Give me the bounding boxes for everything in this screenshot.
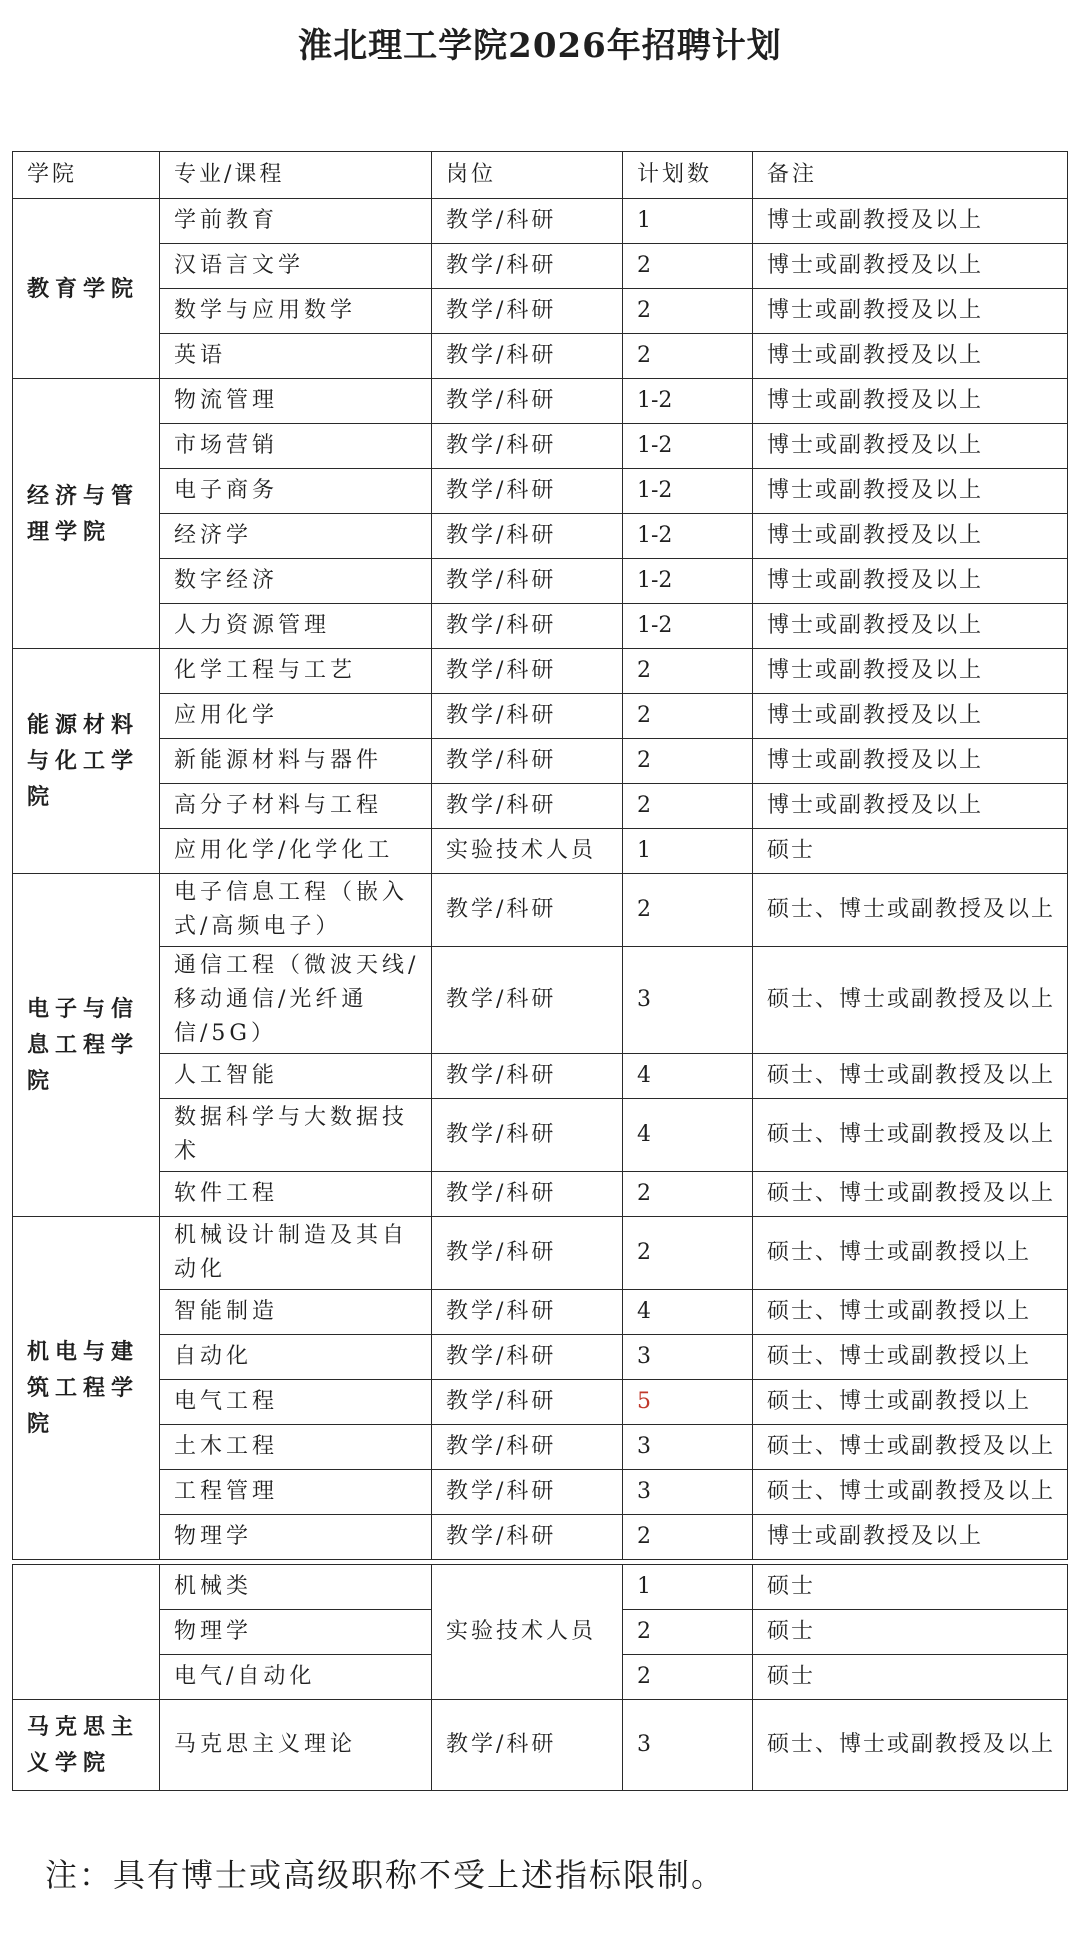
header-position: 岗位 <box>432 152 623 199</box>
college-cell: 教育学院 <box>13 199 160 379</box>
note-cell: 博士或副教授及以上 <box>753 199 1068 244</box>
position-cell: 教学/科研 <box>432 379 623 424</box>
position-cell: 实验技术人员 <box>432 829 623 874</box>
position-cell: 教学/科研 <box>432 1425 623 1470</box>
count-cell: 4 <box>623 1099 753 1172</box>
major-cell: 物理学 <box>160 1610 432 1655</box>
position-cell: 教学/科研 <box>432 1470 623 1515</box>
position-cell: 教学/科研 <box>432 784 623 829</box>
count-cell: 1-2 <box>623 469 753 514</box>
note-cell: 硕士、博士或副教授及以上 <box>753 1700 1068 1791</box>
college-cell: 电子与信息工程学院 <box>13 874 160 1217</box>
major-cell: 自动化 <box>160 1335 432 1380</box>
page-title: 淮北理工学院2026年招聘计划 <box>298 26 782 66</box>
table-row <box>13 604 1068 649</box>
note-cell: 硕士 <box>753 1565 1068 1610</box>
note-cell: 硕士、博士或副教授及以上 <box>753 1470 1068 1515</box>
table-row <box>13 694 1068 739</box>
count-cell: 1-2 <box>623 514 753 559</box>
major-cell: 应用化学 <box>160 694 432 739</box>
table-row <box>13 649 1068 694</box>
note-cell: 博士或副教授及以上 <box>753 694 1068 739</box>
major-cell: 人工智能 <box>160 1054 432 1099</box>
major-cell: 数字经济 <box>160 559 432 604</box>
table-row <box>13 424 1068 469</box>
note-cell: 硕士、博士或副教授及以上 <box>753 947 1068 1054</box>
table-row <box>13 1700 1068 1791</box>
major-cell: 电气工程 <box>160 1380 432 1425</box>
count-cell: 4 <box>623 1054 753 1099</box>
position-cell: 教学/科研 <box>432 424 623 469</box>
position-cell: 教学/科研 <box>432 874 623 947</box>
position-cell: 教学/科研 <box>432 244 623 289</box>
header-major: 专业/课程 <box>160 152 432 199</box>
header-note: 备注 <box>753 152 1068 199</box>
header-count: 计划数 <box>623 152 753 199</box>
position-cell: 教学/科研 <box>432 1515 623 1560</box>
footnote: 注：具有博士或高级职称不受上述指标限制。 <box>45 1856 726 1894</box>
table-row <box>13 244 1068 289</box>
table-row <box>13 289 1068 334</box>
major-cell: 工程管理 <box>160 1470 432 1515</box>
note-cell: 博士或副教授及以上 <box>753 739 1068 784</box>
position-cell: 教学/科研 <box>432 1217 623 1290</box>
major-cell: 机械类 <box>160 1565 432 1610</box>
major-cell: 学前教育 <box>160 199 432 244</box>
major-cell: 智能制造 <box>160 1290 432 1335</box>
note-cell: 博士或副教授及以上 <box>753 1515 1068 1560</box>
count-cell: 5 <box>623 1380 753 1425</box>
major-cell: 新能源材料与器件 <box>160 739 432 784</box>
major-cell: 化学工程与工艺 <box>160 649 432 694</box>
table-row <box>13 874 1068 947</box>
count-cell: 1 <box>623 829 753 874</box>
major-cell: 英语 <box>160 334 432 379</box>
position-cell: 教学/科研 <box>432 199 623 244</box>
header-college: 学院 <box>13 152 160 199</box>
table-row <box>13 1515 1068 1560</box>
major-cell: 电子商务 <box>160 469 432 514</box>
major-cell: 物流管理 <box>160 379 432 424</box>
note-cell: 硕士、博士或副教授以上 <box>753 1290 1068 1335</box>
table-row <box>13 829 1068 874</box>
position-cell: 教学/科研 <box>432 694 623 739</box>
table-row <box>13 559 1068 604</box>
major-cell: 汉语言文学 <box>160 244 432 289</box>
count-cell: 4 <box>623 1290 753 1335</box>
note-cell: 硕士、博士或副教授以上 <box>753 1217 1068 1290</box>
note-cell: 硕士、博士或副教授及以上 <box>753 1099 1068 1172</box>
table-row <box>13 947 1068 1054</box>
table-row <box>13 514 1068 559</box>
table-row <box>13 1172 1068 1217</box>
major-cell: 土木工程 <box>160 1425 432 1470</box>
position-cell: 教学/科研 <box>432 1335 623 1380</box>
table-row <box>13 1290 1068 1335</box>
table-row <box>13 379 1068 424</box>
table-row <box>13 739 1068 784</box>
note-cell: 硕士、博士或副教授以上 <box>753 1335 1068 1380</box>
note-cell: 博士或副教授及以上 <box>753 379 1068 424</box>
table-row <box>13 199 1068 244</box>
count-cell: 2 <box>623 784 753 829</box>
position-cell: 教学/科研 <box>432 739 623 784</box>
major-cell: 数学与应用数学 <box>160 289 432 334</box>
count-cell: 2 <box>623 244 753 289</box>
count-cell: 1-2 <box>623 604 753 649</box>
recruitment-plan-table <box>12 151 1068 1791</box>
table-row <box>13 334 1068 379</box>
note-cell: 硕士、博士或副教授及以上 <box>753 1425 1068 1470</box>
major-cell: 软件工程 <box>160 1172 432 1217</box>
table-row <box>13 1470 1068 1515</box>
position-cell: 教学/科研 <box>432 947 623 1054</box>
note-cell: 硕士、博士或副教授以上 <box>753 1380 1068 1425</box>
table-row <box>13 1565 1068 1610</box>
major-cell: 马克思主义理论 <box>160 1700 432 1791</box>
major-cell: 人力资源管理 <box>160 604 432 649</box>
note-cell: 硕士 <box>753 1655 1068 1700</box>
count-cell: 2 <box>623 1655 753 1700</box>
position-cell: 教学/科研 <box>432 1380 623 1425</box>
count-cell: 1-2 <box>623 559 753 604</box>
major-cell: 机械设计制造及其自动化 <box>160 1217 432 1290</box>
position-cell: 教学/科研 <box>432 289 623 334</box>
count-cell: 2 <box>623 334 753 379</box>
note-cell: 硕士 <box>753 829 1068 874</box>
count-cell: 2 <box>623 289 753 334</box>
position-cell: 教学/科研 <box>432 469 623 514</box>
table-header-row <box>13 152 1068 199</box>
college-cell: 机电与建筑工程学院 <box>13 1217 160 1560</box>
note-cell: 硕士、博士或副教授及以上 <box>753 874 1068 947</box>
major-cell: 电子信息工程（嵌入式/高频电子） <box>160 874 432 947</box>
note-cell: 博士或副教授及以上 <box>753 469 1068 514</box>
note-cell: 博士或副教授及以上 <box>753 649 1068 694</box>
count-cell: 1 <box>623 1565 753 1610</box>
position-cell: 教学/科研 <box>432 1099 623 1172</box>
position-cell: 实验技术人员 <box>432 1565 623 1700</box>
major-cell: 物理学 <box>160 1515 432 1560</box>
table-row <box>13 1380 1068 1425</box>
count-cell: 2 <box>623 649 753 694</box>
count-cell: 2 <box>623 694 753 739</box>
position-cell: 教学/科研 <box>432 604 623 649</box>
table-row <box>13 469 1068 514</box>
count-cell: 2 <box>623 1217 753 1290</box>
position-cell: 教学/科研 <box>432 1290 623 1335</box>
note-cell: 博士或副教授及以上 <box>753 559 1068 604</box>
note-cell: 博士或副教授及以上 <box>753 334 1068 379</box>
count-cell: 3 <box>623 947 753 1054</box>
note-cell: 博士或副教授及以上 <box>753 784 1068 829</box>
count-cell: 3 <box>623 1470 753 1515</box>
college-cell: 马克思主义学院 <box>13 1700 160 1791</box>
position-cell: 教学/科研 <box>432 1172 623 1217</box>
position-cell: 教学/科研 <box>432 1700 623 1791</box>
count-cell: 2 <box>623 874 753 947</box>
count-cell: 2 <box>623 1172 753 1217</box>
count-cell: 1-2 <box>623 424 753 469</box>
table-row <box>13 1335 1068 1380</box>
note-cell: 硕士、博士或副教授及以上 <box>753 1054 1068 1099</box>
count-cell: 2 <box>623 739 753 784</box>
major-cell: 高分子材料与工程 <box>160 784 432 829</box>
major-cell: 通信工程（微波天线/移动通信/光纤通信/5G） <box>160 947 432 1054</box>
note-cell: 博士或副教授及以上 <box>753 424 1068 469</box>
major-cell: 应用化学/化学化工 <box>160 829 432 874</box>
note-cell: 硕士 <box>753 1610 1068 1655</box>
count-cell: 2 <box>623 1515 753 1560</box>
table-row <box>13 784 1068 829</box>
position-cell: 教学/科研 <box>432 514 623 559</box>
position-cell: 教学/科研 <box>432 649 623 694</box>
major-cell: 市场营销 <box>160 424 432 469</box>
major-cell: 经济学 <box>160 514 432 559</box>
college-cell: 能源材料与化工学院 <box>13 649 160 874</box>
count-cell: 1-2 <box>623 379 753 424</box>
note-cell: 硕士、博士或副教授及以上 <box>753 1172 1068 1217</box>
position-cell: 教学/科研 <box>432 559 623 604</box>
major-cell: 电气/自动化 <box>160 1655 432 1700</box>
table-row <box>13 1217 1068 1290</box>
count-cell: 3 <box>623 1700 753 1791</box>
table-row <box>13 1425 1068 1470</box>
count-cell: 3 <box>623 1425 753 1470</box>
college-cell: 经济与管理学院 <box>13 379 160 649</box>
position-cell: 教学/科研 <box>432 1054 623 1099</box>
position-cell: 教学/科研 <box>432 334 623 379</box>
note-cell: 博士或副教授及以上 <box>753 514 1068 559</box>
note-cell: 博士或副教授及以上 <box>753 289 1068 334</box>
college-cell <box>13 1565 160 1700</box>
table-row <box>13 1054 1068 1099</box>
count-cell: 2 <box>623 1610 753 1655</box>
note-cell: 博士或副教授及以上 <box>753 244 1068 289</box>
table-row <box>13 1099 1068 1172</box>
note-cell: 博士或副教授及以上 <box>753 604 1068 649</box>
count-cell: 1 <box>623 199 753 244</box>
count-cell: 3 <box>623 1335 753 1380</box>
major-cell: 数据科学与大数据技术 <box>160 1099 432 1172</box>
